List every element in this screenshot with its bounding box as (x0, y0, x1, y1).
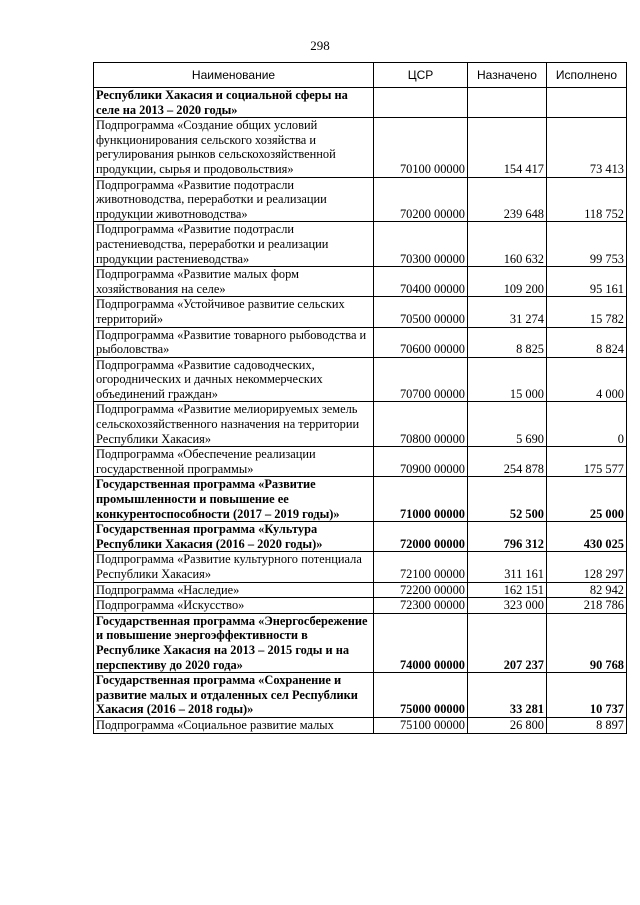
row-assigned: 162 151 (468, 582, 547, 598)
table-row (94, 447, 627, 477)
row-csr: 70700 00000 (374, 357, 468, 402)
row-assigned: 8 825 (468, 327, 547, 357)
row-csr: 74000 00000 (374, 613, 468, 672)
row-assigned: 207 237 (468, 613, 547, 672)
row-name: Государственная программа «Культура Республики Хакасия (2016 – 2020 годы)» (94, 522, 374, 552)
row-assigned: 311 161 (468, 552, 547, 582)
header-name: Наименование (94, 63, 374, 88)
row-assigned: 33 281 (468, 673, 547, 718)
row-executed: 430 025 (547, 522, 627, 552)
header-csr: ЦСР (374, 63, 468, 88)
table-row (94, 402, 627, 447)
table-row (94, 267, 627, 297)
row-assigned: 52 500 (468, 477, 547, 522)
row-name: Подпрограмма «Развитие мелиорируемых земель сельскохозяйственного назначения на территории Республики Хакасия» (94, 402, 374, 447)
table-row (94, 222, 627, 267)
row-name: Подпрограмма «Создание общих условий функционирования сельского хозяйства и регулирования рынков сельскохозяйственной продукции, сырья и продовольствия» (94, 118, 374, 177)
row-csr: 70200 00000 (374, 177, 468, 222)
row-csr: 70600 00000 (374, 327, 468, 357)
table-row (94, 673, 627, 718)
row-assigned: 154 417 (468, 118, 547, 177)
budget-table (93, 62, 627, 734)
table-body (94, 88, 627, 734)
table-row (94, 357, 627, 402)
row-name: Подпрограмма «Развитие малых форм хозяйствования на селе» (94, 267, 374, 297)
row-assigned: 31 274 (468, 297, 547, 327)
table-header-row (94, 63, 627, 88)
row-executed: 118 752 (547, 177, 627, 222)
row-executed: 8 897 (547, 717, 627, 733)
row-executed: 10 737 (547, 673, 627, 718)
page-number: 298 (310, 38, 330, 53)
row-assigned: 254 878 (468, 447, 547, 477)
row-csr: 72200 00000 (374, 582, 468, 598)
row-executed: 82 942 (547, 582, 627, 598)
table-row (94, 297, 627, 327)
row-assigned: 5 690 (468, 402, 547, 447)
row-csr: 72300 00000 (374, 598, 468, 614)
row-executed: 175 577 (547, 447, 627, 477)
row-assigned (468, 88, 547, 118)
row-executed: 95 161 (547, 267, 627, 297)
table-row (94, 477, 627, 522)
row-name: Государственная программа «Развитие промышленности и повышение ее конкурентоспособности (2017 – 2019 годы)» (94, 477, 374, 522)
row-assigned: 109 200 (468, 267, 547, 297)
row-csr: 70300 00000 (374, 222, 468, 267)
row-csr: 70100 00000 (374, 118, 468, 177)
table-row (94, 118, 627, 177)
row-csr: 70800 00000 (374, 402, 468, 447)
row-executed: 15 782 (547, 297, 627, 327)
row-assigned: 796 312 (468, 522, 547, 552)
row-executed: 128 297 (547, 552, 627, 582)
row-assigned: 323 000 (468, 598, 547, 614)
row-csr: 70400 00000 (374, 267, 468, 297)
row-csr: 75000 00000 (374, 673, 468, 718)
table-row (94, 582, 627, 598)
table-row (94, 88, 627, 118)
table-row (94, 177, 627, 222)
row-name: Подпрограмма «Социальное развитие малых (94, 717, 374, 733)
row-name: Подпрограмма «Развитие культурного потенциала Республики Хакасия» (94, 552, 374, 582)
row-csr: 75100 00000 (374, 717, 468, 733)
row-csr: 70900 00000 (374, 447, 468, 477)
row-name: Подпрограмма «Обеспечение реализации государственной программы» (94, 447, 374, 477)
table-row (94, 598, 627, 614)
row-executed (547, 88, 627, 118)
header-executed: Исполнено (547, 63, 627, 88)
row-executed: 73 413 (547, 118, 627, 177)
table-row (94, 717, 627, 733)
row-executed: 8 824 (547, 327, 627, 357)
row-csr (374, 88, 468, 118)
row-assigned: 15 000 (468, 357, 547, 402)
row-name: Подпрограмма «Наследие» (94, 582, 374, 598)
row-name: Подпрограмма «Развитие садоводческих, огороднических и дачных некоммерческих объединений граждан» (94, 357, 374, 402)
row-name: Подпрограмма «Развитие подотрасли растениеводства, переработки и реализации продукции растениеводства» (94, 222, 374, 267)
row-name: Подпрограмма «Искусство» (94, 598, 374, 614)
table-row (94, 327, 627, 357)
row-executed: 218 786 (547, 598, 627, 614)
row-assigned: 26 800 (468, 717, 547, 733)
row-name: Подпрограмма «Устойчивое развитие сельских территорий» (94, 297, 374, 327)
row-name: Государственная программа «Энергосбережение и повышение энергоэффективности в Республике Хакасия на 2013 – 2015 годы и на перспективу до 2020 года» (94, 613, 374, 672)
table-row (94, 552, 627, 582)
table-row (94, 613, 627, 672)
row-csr: 72100 00000 (374, 552, 468, 582)
header-assigned: Назначено (468, 63, 547, 88)
row-csr: 70500 00000 (374, 297, 468, 327)
table-row (94, 522, 627, 552)
row-name: Республики Хакасия и социальной сферы на селе на 2013 – 2020 годы» (94, 88, 374, 118)
row-assigned: 160 632 (468, 222, 547, 267)
row-executed: 4 000 (547, 357, 627, 402)
row-assigned: 239 648 (468, 177, 547, 222)
row-executed: 99 753 (547, 222, 627, 267)
row-name: Государственная программа «Сохранение и развитие малых и отдаленных сел Республики Хакасия (2016 – 2018 годы)» (94, 673, 374, 718)
row-name: Подпрограмма «Развитие подотрасли животноводства, переработки и реализации продукции животноводства» (94, 177, 374, 222)
row-csr: 72000 00000 (374, 522, 468, 552)
row-name: Подпрограмма «Развитие товарного рыбоводства и рыболовства» (94, 327, 374, 357)
row-executed: 25 000 (547, 477, 627, 522)
row-executed: 90 768 (547, 613, 627, 672)
row-csr: 71000 00000 (374, 477, 468, 522)
row-executed: 0 (547, 402, 627, 447)
